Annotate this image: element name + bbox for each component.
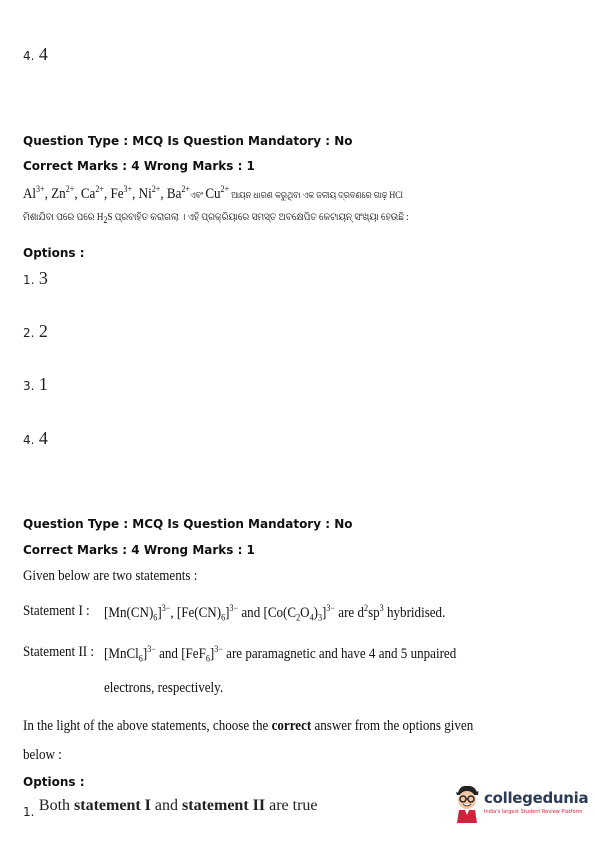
option-number: 3. — [23, 379, 35, 393]
collegedunia-logo — [452, 783, 589, 825]
option-number: 4. — [23, 433, 35, 447]
question-type-line: Question Type : MCQ Is Question Mandatory : No — [23, 134, 353, 148]
question-intro: Given below are two statements : — [23, 568, 198, 584]
question-prompt-line-2: below : — [23, 747, 62, 763]
statement-2-continuation: electrons, respectively. — [104, 680, 224, 696]
option-number: 2. — [23, 326, 35, 340]
question-text-line-2: ମିଶାଯିବା ପରେ ପରେ $H_2S$ ପ୍ରବାହିତ କରାଗଲା । ଏହି ପ୍ରକ୍ରିୟାରେ ସମସ୍ତ ଅବକ୍ଷେପିତ କେଟାୟନ୍ ସଂଖ୍ୟା ହେଉଛି : — [23, 212, 409, 225]
question-text-line-1: $Al^{3+}$, $Zn^{2+}$, $Ca^{2+}$, $Fe^{3+}$, $Ni^{2+}$, $Ba^{2+}ଏବଂ$ $Cu^{2+}$ ଆୟନ ଧାରଣ କରୁଥିବା ଏକ ଜଳୀୟ ଦ୍ରବଣରେ ଗାଢ଼ HCl — [23, 184, 403, 202]
option-3[interactable] — [23, 374, 48, 395]
statement-2-text: [MnCl$_6$]$^{3-}$ and $[FeF_6]^{3-}$ are paramagnetic and have 4 and 5 unpaired — [104, 644, 457, 664]
logo-tagline: India's largest Student Review Platform — [484, 809, 583, 815]
option-value: 4 — [38, 428, 48, 448]
statement-1-label: Statement I : — [23, 603, 90, 619]
option-value: 3 — [38, 268, 48, 288]
question-prompt-line-1: In the light of the above statements, choose the correct answer from the options given — [23, 718, 474, 734]
marks-line: Correct Marks : 4 Wrong Marks : 1 — [23, 543, 255, 557]
option-number: 1. — [23, 273, 35, 287]
statement-2-label: Statement II : — [23, 644, 95, 660]
option-value: 4 — [38, 44, 48, 64]
option-number: 4. — [23, 49, 35, 63]
question-type-line: Question Type : MCQ Is Question Mandatory : No — [23, 517, 353, 531]
option-4[interactable] — [23, 428, 48, 449]
options-label: Options : — [23, 775, 85, 789]
option-1[interactable] — [23, 797, 318, 819]
mascot-icon — [452, 783, 482, 823]
option-value: 2 — [38, 321, 48, 341]
option-number: 1. — [23, 805, 35, 819]
prev-option-4[interactable] — [23, 44, 48, 65]
logo-wordmark: collegedunia — [484, 789, 589, 807]
option-text: Both statement I and statement II are true — [38, 797, 318, 814]
options-label: Options : — [23, 246, 85, 260]
marks-line: Correct Marks : 4 Wrong Marks : 1 — [23, 159, 255, 173]
option-2[interactable] — [23, 321, 48, 342]
option-1[interactable] — [23, 268, 48, 289]
statement-1-text: $[Mn(CN)_6]^{3-}$, $[Fe(CN)_6]^{3-}$ and $[Co(C_2O_4)_3]^{3-}$ are $d^2sp^3$ hybridised. — [104, 603, 446, 623]
option-value: 1 — [38, 374, 48, 394]
